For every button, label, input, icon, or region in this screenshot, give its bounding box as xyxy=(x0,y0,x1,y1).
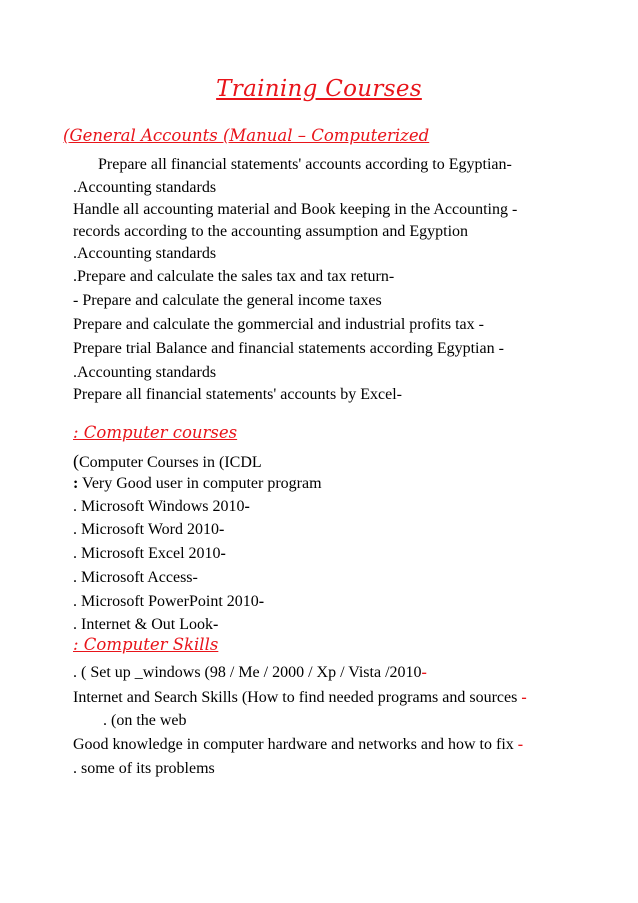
courses-line-2: : Very Good user in computer program xyxy=(73,475,322,492)
general-line-2: .Accounting standards xyxy=(73,179,217,196)
section-heading-computer-courses: : Computer courses xyxy=(73,423,238,442)
general-line-8: Prepare and calculate the gommercial and industrial profits tax - xyxy=(73,316,484,333)
skills-line-3: . (on the web xyxy=(103,712,187,729)
skills-line-4: Good knowledge in computer hardware and networks and how to fix - xyxy=(73,736,524,753)
general-line-7: - Prepare and calculate the general income taxes xyxy=(73,292,382,309)
courses-line-6: . Microsoft Access- xyxy=(73,569,198,586)
general-line-1: Prepare all financial statements' accounts according to Egyptian- xyxy=(98,156,512,173)
general-line-6: .Prepare and calculate the sales tax and tax return- xyxy=(73,268,395,285)
courses-line-5: . Microsoft Excel 2010- xyxy=(73,545,226,562)
section-heading-computer-skills: : Computer Skills xyxy=(73,635,219,654)
courses-line-8: . Internet & Out Look- xyxy=(73,616,219,633)
general-line-11: Prepare all financial statements' accounts by Excel- xyxy=(73,386,402,403)
skills-line-1: . ( Set up _windows (98 / Me / 2000 / Xp / Vista /2010- xyxy=(73,664,427,681)
general-line-3: Handle all accounting material and Book keeping in the Accounting - xyxy=(73,201,518,218)
heading-text: General Accounts (Manual – Computerized xyxy=(69,126,430,145)
general-line-5: .Accounting standards xyxy=(73,245,217,262)
courses-line-7: . Microsoft PowerPoint 2010- xyxy=(73,593,265,610)
general-line-10: .Accounting standards xyxy=(73,364,217,381)
skills-line-2: Internet and Search Skills (How to find needed programs and sources - xyxy=(73,689,527,706)
courses-line-1: (Computer Courses in (ICDL xyxy=(73,451,262,471)
general-line-4: records according to the accounting assumption and Egyption xyxy=(73,223,469,240)
general-line-9: Prepare trial Balance and financial statements according Egyptian - xyxy=(73,340,504,357)
page-title: Training Courses xyxy=(216,76,422,102)
courses-line-3: . Microsoft Windows 2010- xyxy=(73,498,250,515)
section-heading-general-accounts xyxy=(63,126,429,145)
skills-line-5: . some of its problems xyxy=(73,760,215,777)
heading-prefix: ( xyxy=(63,126,70,145)
courses-line-4: . Microsoft Word 2010- xyxy=(73,521,225,538)
